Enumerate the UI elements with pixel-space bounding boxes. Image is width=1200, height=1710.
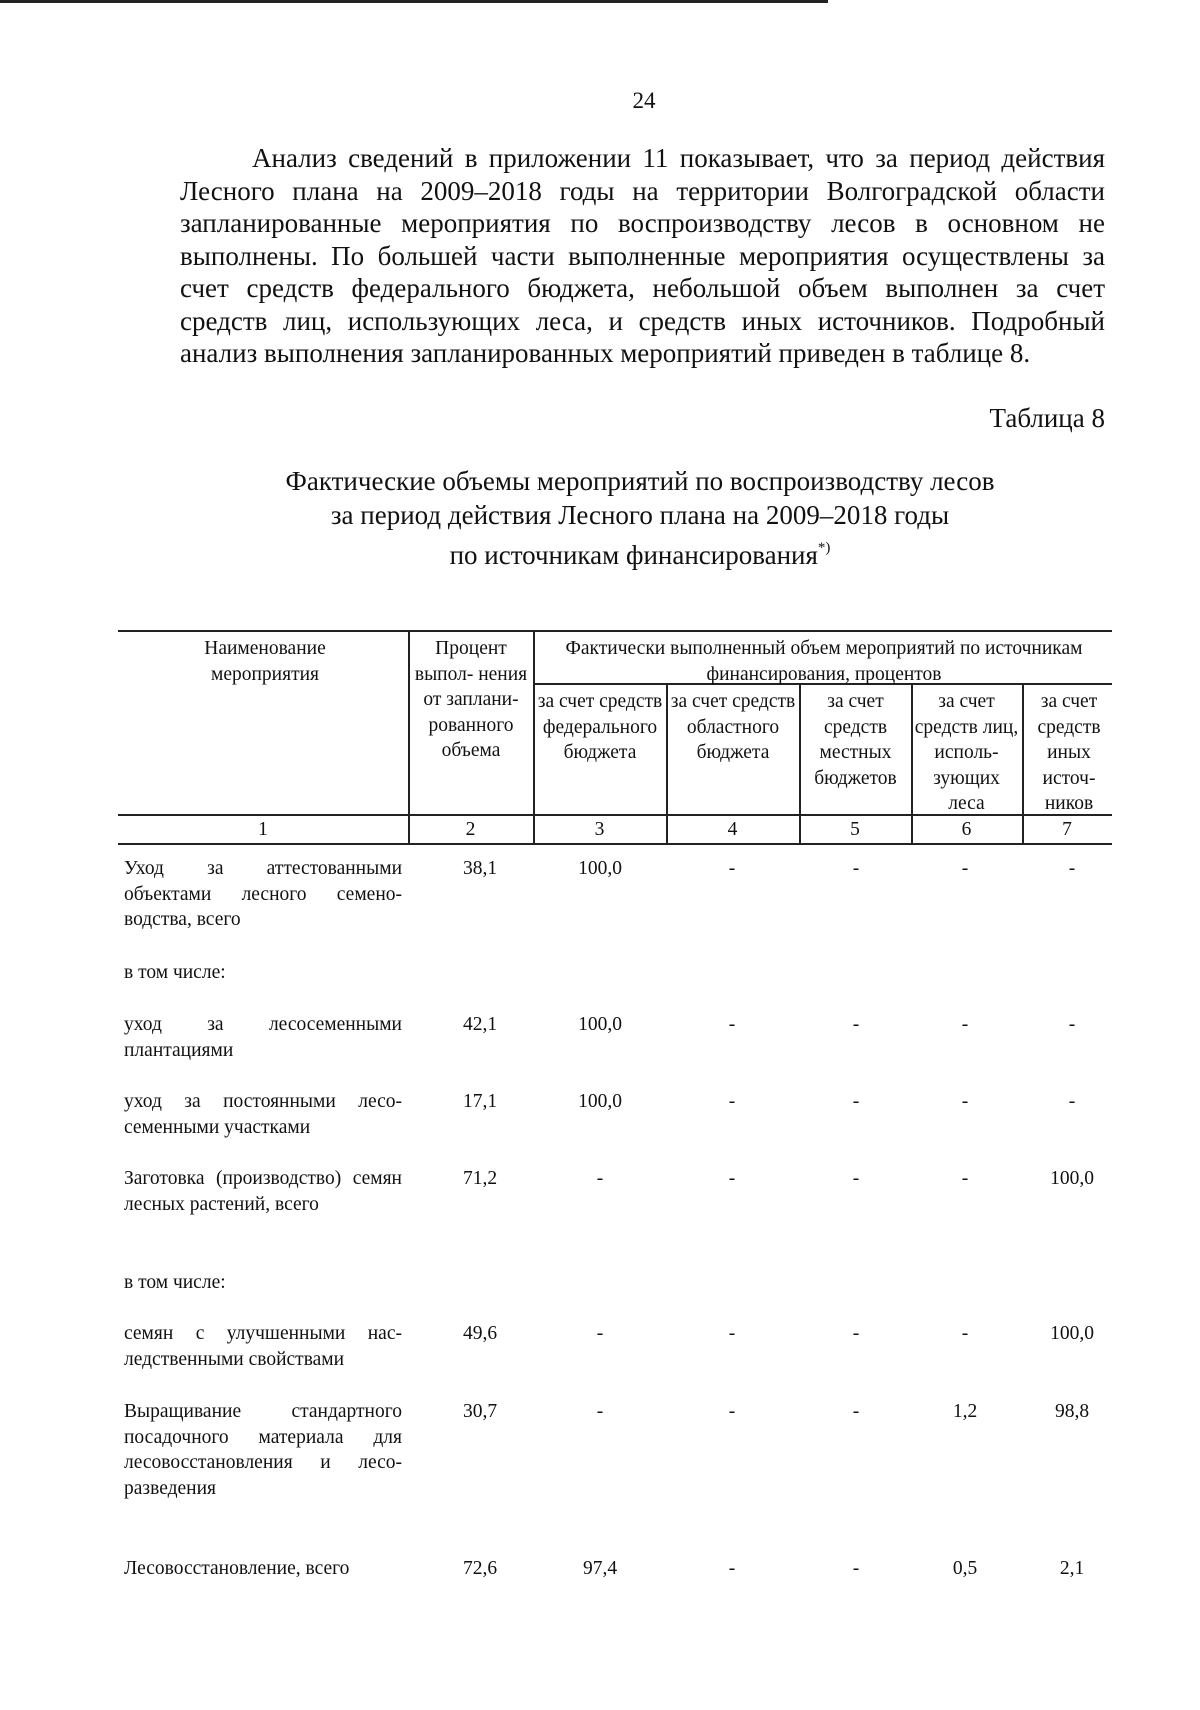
table-label: Таблица 8	[989, 403, 1105, 433]
table-title-line-3	[170, 532, 1110, 573]
table-title	[170, 465, 1110, 573]
column-number-1: 1	[258, 819, 268, 840]
cell-users: -	[961, 1323, 969, 1344]
cell-percent: 42,1	[462, 1014, 498, 1035]
table-title-line-2: за период действия Лесного плана на 2009–2018 годы	[330, 499, 950, 530]
header-local: за счет средств местных бюджетов	[814, 691, 897, 789]
header-regional: за счет средств областного бюджета	[670, 691, 796, 763]
col-divider-2	[533, 630, 535, 843]
row-label: в том числе:	[124, 1272, 226, 1293]
col-divider-1	[408, 630, 410, 843]
row-label: уход за постоянными лесо-семенными участками	[124, 1091, 402, 1138]
cell-regional: -	[728, 1014, 736, 1035]
column-number-5: 5	[850, 819, 860, 840]
cell-users: -	[961, 858, 969, 879]
row-label: Уход за аттестованными объектами лесного семено-водства, всего	[124, 858, 402, 930]
cell-other: -	[1068, 1091, 1076, 1112]
cell-users: -	[961, 1168, 969, 1189]
cell-other: 100,0	[1050, 1168, 1094, 1189]
cell-other: -	[1068, 1014, 1076, 1035]
cell-regional: -	[728, 1091, 736, 1112]
cell-local: -	[852, 1168, 860, 1189]
cell-other: 2,1	[1059, 1558, 1085, 1579]
cell-percent: 72,6	[462, 1558, 498, 1579]
row-label: в том числе:	[124, 962, 226, 983]
cell-federal: 100,0	[578, 858, 622, 879]
cell-local: -	[852, 858, 860, 879]
cell-regional: -	[728, 1558, 736, 1579]
row-label: Выращивание стандартного посадочного материала для лесовосстановления и лесо-разведения	[124, 1401, 402, 1499]
top-border-line	[0, 0, 828, 3]
cell-regional: -	[728, 1401, 736, 1422]
footnote-mark: *)	[817, 540, 831, 556]
cell-federal: 97,4	[582, 1558, 618, 1579]
cell-regional: -	[728, 1323, 736, 1344]
cell-percent: 49,6	[462, 1323, 498, 1344]
header-name: Наименование мероприятия	[204, 638, 326, 685]
cell-percent: 71,2	[462, 1168, 498, 1189]
cell-federal: -	[596, 1168, 604, 1189]
cell-local: -	[852, 1014, 860, 1035]
table-title-line-1: Фактические объемы мероприятий по воспроизводству лесов	[285, 466, 995, 496]
header-users: за счет средств лиц, исполь- зующих леса	[914, 691, 1019, 814]
cell-local: -	[852, 1558, 860, 1579]
cell-regional: -	[728, 858, 736, 879]
cell-local: -	[852, 1091, 860, 1112]
cell-percent: 38,1	[462, 858, 498, 879]
cell-local: -	[852, 1323, 860, 1344]
column-number-4: 4	[727, 819, 738, 840]
cell-other: 98,8	[1054, 1401, 1090, 1422]
cell-users: 0,5	[952, 1558, 978, 1579]
cell-regional: -	[728, 1168, 736, 1189]
body-paragraph: Анализ сведений в приложении 11 показывает, что за период действия Лесного плана на 2009–2018 годы на территории Волгоградской области запланированные мероприятия по воспроизводству лесов в основном не выполнены. По большей части выполненные мероприятия осуществлены за счет средств федерального бюджета, небольшой объем выполнен за счет средств лиц, использующих леса, и средств иных источников. Подробный анализ выполнения запланированных мероприятий приведен в таблице 8.	[180, 143, 1105, 368]
cell-other: -	[1068, 858, 1076, 879]
cell-percent: 17,1	[462, 1091, 498, 1112]
column-number-2: 2	[465, 819, 476, 840]
table-title-line-3-text: по источникам финансирования	[449, 540, 818, 570]
column-number-3: 3	[594, 819, 605, 840]
cell-federal: 100,0	[578, 1014, 622, 1035]
page-number: 24	[632, 88, 656, 113]
column-number-6: 6	[961, 819, 972, 840]
cell-local: -	[852, 1401, 860, 1422]
header-percent: Процент выпол- нения от заплани- рованного объема	[414, 638, 528, 761]
header-group: Фактически выполненный объем мероприятий по источникам финансирования, процентов	[565, 638, 1083, 685]
column-number-7: 7	[1062, 819, 1072, 840]
cell-percent: 30,7	[462, 1401, 498, 1422]
row-label: Заготовка (производство) семян лесных растений, всего	[124, 1168, 402, 1215]
header-other: за счет средств иных источ- ников	[1037, 691, 1101, 814]
cell-users: -	[961, 1091, 969, 1112]
table-top-rule	[118, 630, 1112, 632]
cell-federal: 100,0	[578, 1091, 622, 1112]
row-label: семян с улучшенными нас-ледственными свойствами	[124, 1323, 402, 1370]
column-numbers-rule	[118, 843, 1112, 845]
cell-other: 100,0	[1050, 1323, 1094, 1344]
cell-users: -	[961, 1014, 969, 1035]
cell-users: 1,2	[952, 1401, 978, 1422]
cell-federal: -	[596, 1323, 604, 1344]
row-label: Лесовосстановление, всего	[124, 1558, 350, 1579]
row-label: уход за лесосеменными плантациями	[124, 1014, 402, 1061]
header-federal: за счет средств федерального бюджета	[537, 691, 663, 763]
cell-federal: -	[596, 1401, 604, 1422]
